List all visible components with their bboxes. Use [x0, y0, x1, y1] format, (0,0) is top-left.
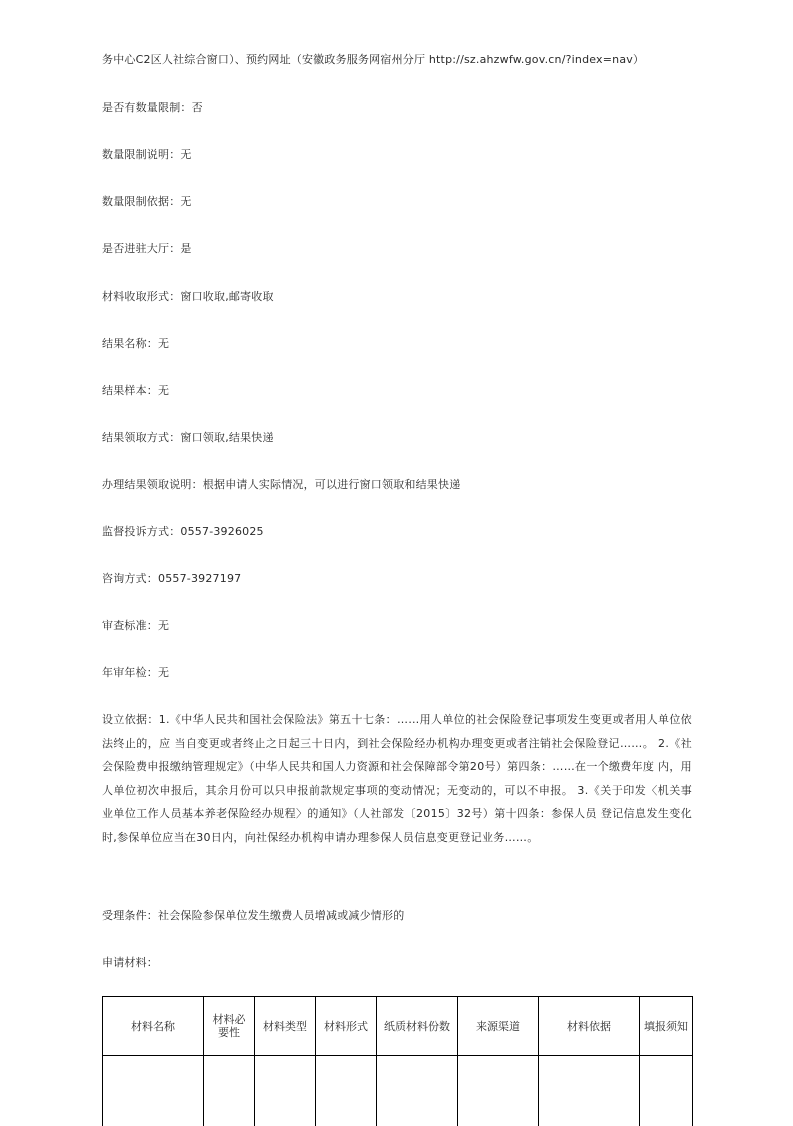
col-header-material-basis: 材料依据 — [539, 997, 640, 1056]
col-header-source-channel: 来源渠道 — [458, 997, 539, 1056]
table-cell — [377, 1056, 458, 1126]
table-cell — [316, 1056, 377, 1126]
review-standard-line: 审查标准：无 — [102, 619, 169, 633]
result-pickup-desc-line: 办理结果领取说明：根据申请人实际情况，可以进行窗口领取和结果快递 — [102, 478, 460, 492]
result-pickup-line: 结果领取方式：窗口领取,结果快递 — [102, 431, 274, 445]
col-header-necessity: 材料必要性 — [204, 997, 255, 1056]
result-name-line: 结果名称：无 — [102, 337, 169, 351]
materials-table — [102, 996, 693, 1126]
table-cell — [204, 1056, 255, 1126]
hall-stationed-line: 是否进驻大厅：是 — [102, 242, 192, 256]
col-header-material-name: 材料名称 — [103, 997, 204, 1056]
table-cell — [458, 1056, 539, 1126]
result-sample-line: 结果样本：无 — [102, 384, 169, 398]
quantity-limit-line: 是否有数量限制：否 — [102, 101, 203, 115]
material-collection-line: 材料收取形式：窗口收取,邮寄收取 — [102, 290, 274, 304]
table-header-row — [103, 997, 693, 1056]
acceptance-conditions-line: 受理条件：社会保险参保单位发生缴费人员增减或减少情形的 — [102, 909, 404, 923]
col-header-material-type: 材料类型 — [255, 997, 316, 1056]
table-cell — [103, 1056, 204, 1126]
col-header-paper-copies: 纸质材料份数 — [377, 997, 458, 1056]
table-cell — [539, 1056, 640, 1126]
complaint-contact-line: 监督投诉方式：0557-3926025 — [102, 525, 264, 539]
consult-contact-line: 咨询方式：0557-3927197 — [102, 572, 241, 586]
col-header-fill-notes: 填报须知 — [640, 997, 693, 1056]
table-row — [103, 1056, 693, 1126]
col-header-material-form: 材料形式 — [316, 997, 377, 1056]
annual-review-line: 年审年检：无 — [102, 666, 169, 680]
legal-basis-paragraph: 设立依据：1.《中华人民共和国社会保险法》第五十七条：……用人单位的社会保险登记事项发生变更或者用人单位依法终止的，应 当自变更或者终止之日起三十日内，到社会保险经办机构办理变更或者注销社会保险登记……。 2.《社会保险费申报缴纳管理规定》（中华人民共和国人力资源和社会保障部令第20号）第四条：……在一个缴费年度 内，用人单位初次申报后，其余月份可以只申报前款规定事项的变动情况；无变动的，可以不申报。 3.《关于印发〈机关事业单位工作人员基本养老保险经办规程〉的通知》（人社部发〔2015〕32号）第十四条：参保人员 登记信息发生变化时,参保单位应当在30日内，向社保经办机构申请办理参保人员信息变更登记业务……。 — [102, 708, 692, 849]
quantity-limit-desc-line: 数量限制说明：无 — [102, 148, 192, 162]
quantity-limit-basis-line: 数量限制依据：无 — [102, 195, 192, 209]
table-cell — [640, 1056, 693, 1126]
service-address-line: 务中心C2区人社综合窗口）、预约网址（安徽政务服务网宿州分厅 http://sz.ahzwfw.gov.cn/?index=nav） — [102, 53, 644, 67]
materials-label: 申请材料： — [102, 956, 158, 970]
table-cell — [255, 1056, 316, 1126]
